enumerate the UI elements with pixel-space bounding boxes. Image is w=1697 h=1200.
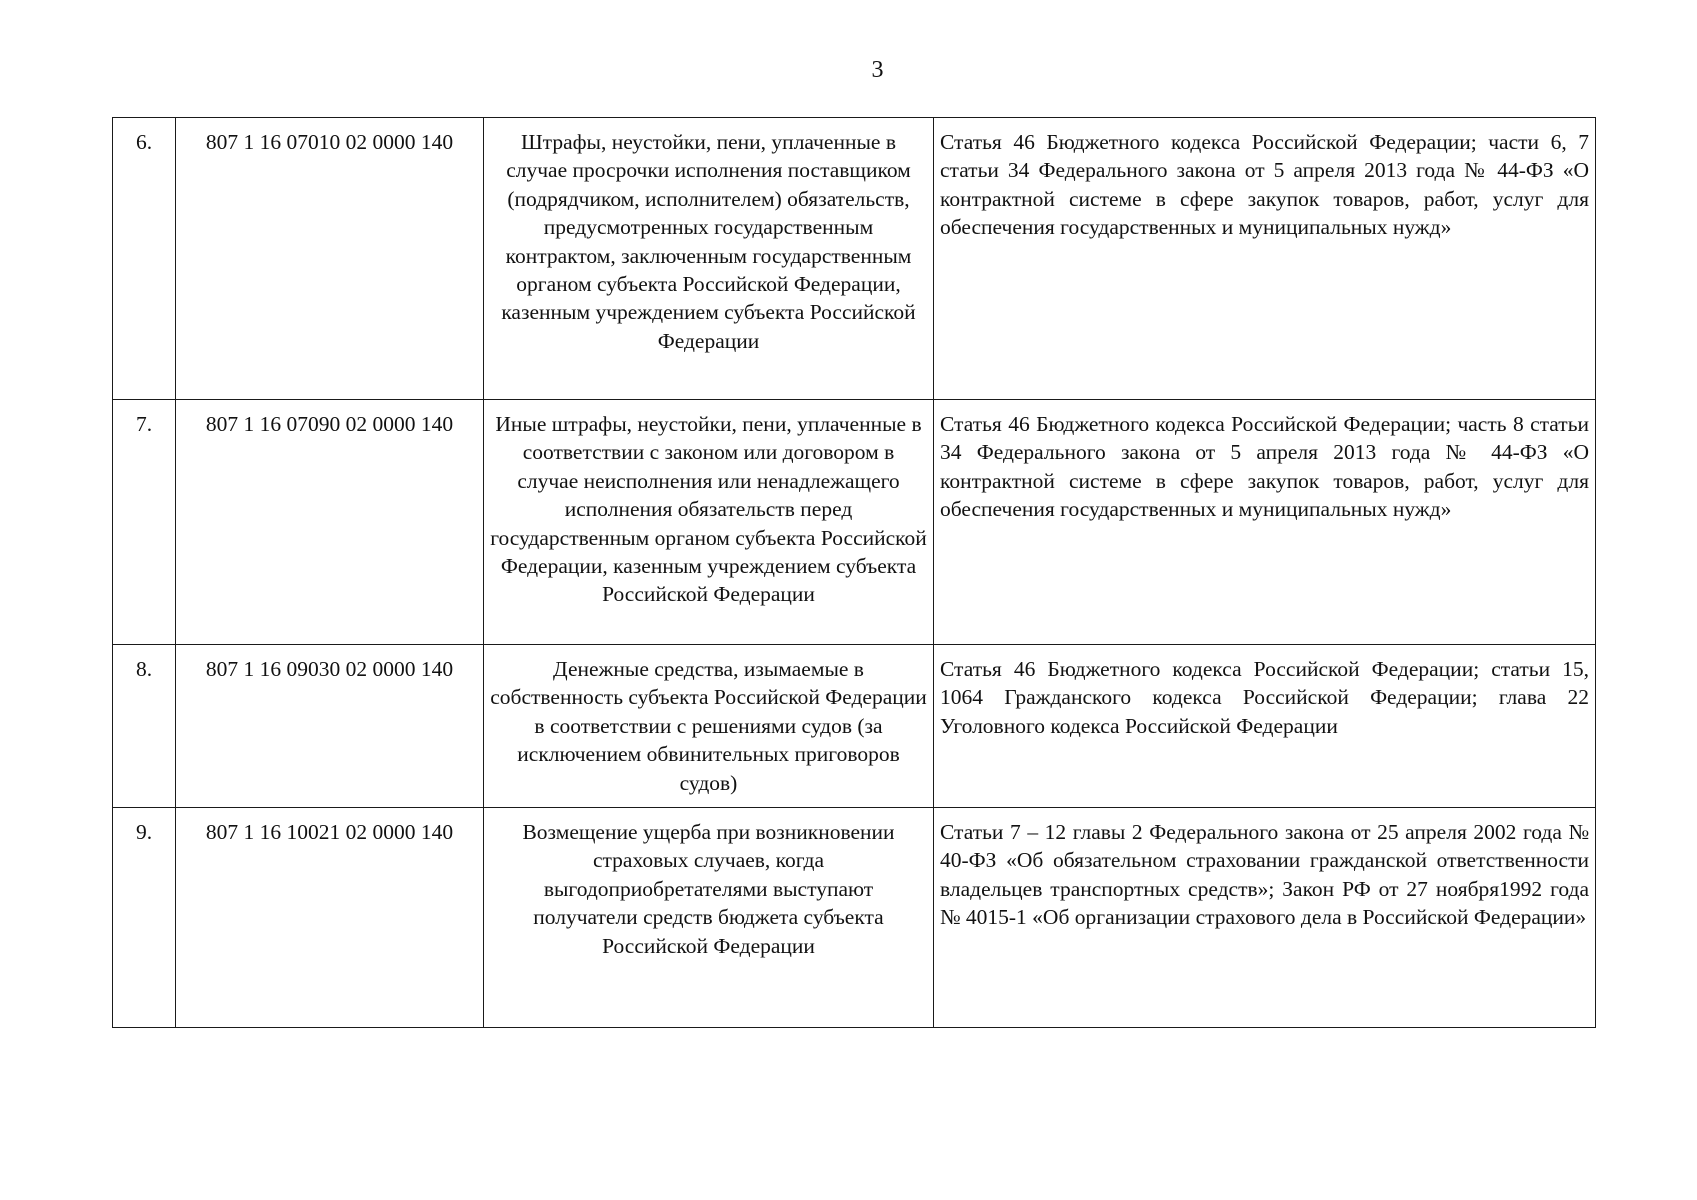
budget-code-cell: 807 1 16 10021 02 0000 140 (176, 808, 484, 1028)
revenue-name-cell: Штрафы, неустойки, пени, уплаченные в случае просрочки исполнения поставщиком (подрядчиком, исполнителем) обязательств, предусмотренных государственным контрактом, заключенным государственным органом субъекта Российской Федерации, казенным учреждением субъекта Российской Федерации (484, 118, 934, 400)
budget-code-cell: 807 1 16 07010 02 0000 140 (176, 118, 484, 400)
revenue-name-cell: Возмещение ущерба при возникновении страховых случаев, когда выгодоприобретателями выступают получатели средств бюджета субъекта Российской Федерации (484, 808, 934, 1028)
row-number-cell: 8. (113, 645, 176, 808)
table-row (113, 400, 1596, 645)
revenue-name-cell: Иные штрафы, неустойки, пени, уплаченные в соответствии с законом или договором в случае неисполнения или ненадлежащего исполнения обязательств перед государственным органом субъекта Российской Федерации, казенным учреждением субъекта Российской Федерации (484, 400, 934, 645)
table-row (113, 118, 1596, 400)
table-row (113, 645, 1596, 808)
page-number: 3 (871, 57, 884, 83)
legal-basis-cell: Статья 46 Бюджетного кодекса Российской Федерации; части 6, 7 статьи 34 Федерального закона от 5 апреля 2013 года № 44-ФЗ «О контрактной системе в сфере закупок товаров, работ, услуг для обеспечения государственных и муниципальных нужд» (934, 118, 1596, 400)
row-number-cell: 6. (113, 118, 176, 400)
row-number-cell: 7. (113, 400, 176, 645)
budget-code-cell: 807 1 16 09030 02 0000 140 (176, 645, 484, 808)
table-row (113, 808, 1596, 1028)
budget-code-cell: 807 1 16 07090 02 0000 140 (176, 400, 484, 645)
revenue-name-cell: Денежные средства, изымаемые в собственность субъекта Российской Федерации в соответствии с решениями судов (за исключением обвинительных приговоров судов) (484, 645, 934, 808)
revenue-codes-table (112, 117, 1596, 1028)
legal-basis-cell: Статьи 7 – 12 главы 2 Федерального закона от 25 апреля 2002 года № 40-ФЗ «Об обязательном страховании гражданской ответственности владельцев транспортных средств»; Закон РФ от 27 ноября1992 года № 4015-1 «Об организации страхового дела в Российской Федерации» (934, 808, 1596, 1028)
row-number-cell: 9. (113, 808, 176, 1028)
legal-basis-cell: Статья 46 Бюджетного кодекса Российской Федерации; часть 8 статьи 34 Федерального закона от 5 апреля 2013 года № 44-ФЗ «О контрактной системе в сфере закупок товаров, работ, услуг для обеспечения государственных и муниципальных нужд» (934, 400, 1596, 645)
legal-basis-cell: Статья 46 Бюджетного кодекса Российской Федерации; статьи 15, 1064 Гражданского кодекса Российской Федерации; глава 22 Уголовного кодекса Российской Федерации (934, 645, 1596, 808)
